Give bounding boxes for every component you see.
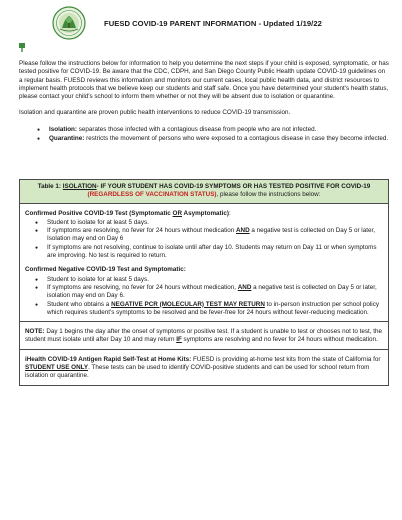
negative-test-title: Confirmed Negative COVID-19 Test and Symptomatic: xyxy=(25,266,186,274)
note-section: NOTE: Day 1 begins the day after the onset of symptoms or positive test. If a student is unable to test or chooses not to test, the student must isolate until after Day 10 and may return IF symptoms are resolving and no fever for 24 hours without medication. xyxy=(20,322,388,350)
list-item: ● Student to isolate for at least 5 days. xyxy=(35,276,383,284)
definition-isolation: ● Isolation: separates those infected with a contagious disease from people who are not infected. xyxy=(37,126,389,134)
page-title: FUESD COVID-19 PARENT INFORMATION - Updated 1/19/22 xyxy=(104,19,322,28)
negative-test-list xyxy=(35,276,383,317)
intro-statement: Isolation and quarantine are proven public health interventions to reduce COVID-19 transmission. xyxy=(19,109,291,117)
list-item: ● If symptoms are not resolving, continue to isolate until after day 10. Students may return on Day 11 or when symptoms are improving. No test is required to return. xyxy=(35,244,383,261)
green-marker-icon xyxy=(19,43,25,52)
definition-quarantine: ● Quarantine: restricts the movement of persons who were exposed to a contagious disease in case they become infected. xyxy=(37,135,389,143)
vaccination-status-note: (REGARDLESS OF VACCINATION STATUS) xyxy=(87,191,217,199)
isolation-table xyxy=(19,179,389,386)
list-item: ● Student to isolate for at least 5 days. xyxy=(35,219,383,227)
definitions-list xyxy=(37,126,389,144)
table-header: Table 1: ISOLATION- IF YOUR STUDENT HAS COVID-19 SYMPTOMS OR HAS TESTED POSITIVE FOR COVID-19 (REGARDLESS OF VACCINATION STATUS), please follow the instructions below: xyxy=(20,180,388,204)
positive-test-list xyxy=(35,219,383,260)
positive-test-title: Confirmed Positive COVID-19 Test (Symptomatic OR Asymptomatic): xyxy=(25,209,231,217)
list-item: ● If symptoms are resolving, no fever for 24 hours without medication, AND a negative test is collected on Day 5 or later, isolation may end on Day 6. xyxy=(35,284,383,301)
test-results-section xyxy=(20,204,388,323)
list-item: ● If symptoms are resolving, no fever for 24 hours without medication AND a negative test is collected on Day 5 or later, Isolation may end on Day 6 xyxy=(35,227,383,244)
page-header xyxy=(14,6,392,44)
intro-section xyxy=(19,60,389,144)
intro-paragraph: Please follow the instructions below for information to help you determine the next steps if your child is exposed, symptomatic, or has tested positive for COVID-19. Be aware that the CDC, CDPH, and San Diego County Public Health update COVID-19 guidelines on a regular basis. FUESD reviews this information and monitors our current cases, local public health data, and district resources to implement health protocols that we believe keep our students and staff safe. Once you have determined your student's health status, please contact your child's school to inform them whether or not they will be absent due to isolation or quarantine. xyxy=(19,60,389,101)
ihealth-section: iHealth COVID-19 Antigen Rapid Self-Test at Home Kits: FUESD is providing at-home test kits from the state of California for STUDENT USE ONLY. These tests can be used to identify COVID-positive students and can be used for school return from isolation or quarantine. xyxy=(25,355,381,380)
list-item: ● Student who obtains a NEGATIVE PCR (MOLECULAR) TEST MAY RETURN to in-person instruction per school policy which requires student's symptoms to be resolved and be fever-free for 24 hours without fever-reducing medication. xyxy=(35,301,383,318)
district-logo xyxy=(52,6,86,40)
